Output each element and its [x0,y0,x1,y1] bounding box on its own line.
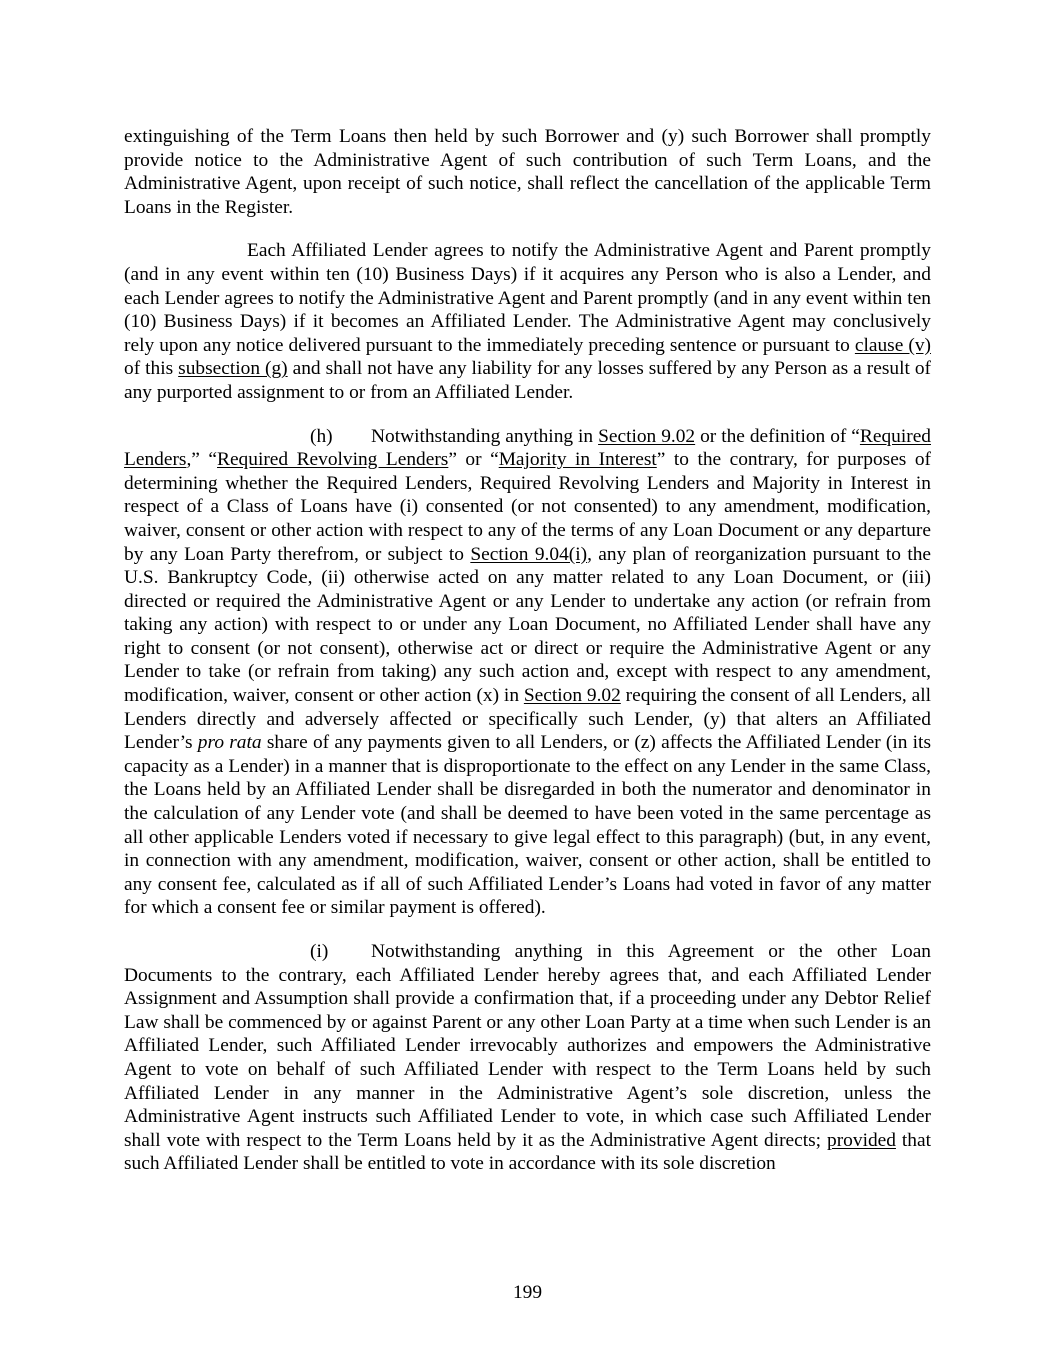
text-run: , any plan of reorganization pursuant to the U.S. Bankruptcy Code, (ii) otherwise acted on any matter related to any Loan Document, or (iii) directed or required the Administrative Agent or any Lender to undertake any action (or refrain from taking any action) with respect to or under any Loan Document, no Affiliated Lender shall have any right to consent (or not consent), otherwise act or direct or require the Administrative Agent or any Lender to take (or refrain from taking) any such action and, except with respect to any amendment, modification, waiver, consent or other action (x) in [124,543,932,707]
defined-term: Required Revolving Lenders [217,449,449,471]
defined-term: provided [827,1129,896,1151]
defined-term: Majority in Interest [498,449,657,471]
cross-reference: clause (v) [854,334,932,356]
text-run: or the definition of “ [695,425,860,447]
text-run: ” to the contrary, for purposes of determining whether the Required Lenders, Required Revolving Lenders and Majority in Interest in respect of a Class of Loans have (i) consented (or not consented) to any amendment, modification, waiver, consent or other action with respect to any of the terms of any Loan Document or any departure by any Loan Party therefrom, or subject to [124,449,931,565]
text-run: ,” “ [186,449,218,471]
text-run: Notwithstanding anything in [371,425,599,447]
cross-reference: subsection (g) [178,358,288,380]
text-run: and shall not have any liability for any losses suffered by any Person as a result of any purported assignment to or from an Affiliated Lender. [124,358,932,403]
paragraph-section-h [124,425,931,920]
text-run: of this [124,358,179,380]
text-run: Notwithstanding anything in this Agreement or the other Loan Documents to the contrary, each Affiliated Lender hereby agrees that, and each Affiliated Lender Assignment and Assumption shall provide a confirmation that, if a proceeding under any Debtor Relief Law shall be commenced by or against Parent or any other Loan Party at a time when such Lender is an Affiliated Lender, such Affiliated Lender irrevocably authorizes and empowers the Administrative Agent to vote on behalf of such Affiliated Lender with respect to the Term Loans held by such Affiliated Lender in any manner in the Administrative Agent’s sole discretion, unless the Administrative Agent instructs such Affiliated Lender to vote, in which case such Affiliated Lender shall vote with respect to the Term Loans held by it as the Administrative Agent directs; [124,941,931,1151]
text-run: requiring the consent of all Lenders, all Lenders directly and adversely affected or specifically such Lender, (y) that alters an Affiliated Lender’s [124,685,931,754]
cross-reference: Section 9.02 [523,685,621,707]
paragraph-affiliated-lender-notice [124,239,931,404]
text-run: extinguishing of the Term Loans then held by such Borrower and (y) such Borrower shall promptly provide notice to the Administrative Agent of such contribution of such Term Loans, and the Administrative Agent, upon receipt of such notice, shall reflect the cancellation of the applicable Term Loans in the Register. [124,126,931,218]
cross-reference: Section 9.04(i) [470,543,588,565]
paragraph-term-loans-cancellation [124,125,931,219]
text-run: that such Affiliated Lender shall be entitled to vote in accordance with its sole discretion [124,1129,931,1175]
defined-term: Required Lenders [124,425,931,471]
text-run: ” or “ [448,449,499,471]
text-run: Each Affiliated Lender agrees to notify the Administrative Agent and Parent promptly (and in any event within ten (10) Business Days) if it acquires any Person who is also a Lender, and each Lender agrees to notify the Administrative Agent and Parent promptly (and in any event within ten (10) Business Days) if it becomes an Affiliated Lender. The Administrative Agent may conclusively rely upon any notice delivered pursuant to the immediately preceding sentence or pursuant to [124,240,931,356]
italic-term: pro rata [197,732,262,754]
cross-reference: Section 9.02 [598,425,696,447]
text-run: share of any payments given to all Lenders, or (z) affects the Affiliated Lender (in its capacity as a Lender) in a manner that is disproportionate to the effect on any Lender in the same Class, the Loans held by an Affiliated Lender shall be disregarded in both the numerator and denominator in the calculation of any Lender vote (and shall be deemed to have been voted in the same percentage as all other applicable Lenders voted if necessary to give legal effect to this paragraph) (but, in any event, in connection with any amendment, modification, waiver, consent or other action, shall be entitled to any consent fee, calculated as if all of such Affiliated Lender’s Loans had voted in favor of any matter for which a consent fee or similar payment is offered). [124,732,931,919]
document-body [124,125,931,1176]
paragraph-section-i [124,940,931,1176]
section-label: (i) [310,941,329,962]
section-label: (h) [310,425,333,447]
page-number: 199 [512,1282,543,1303]
